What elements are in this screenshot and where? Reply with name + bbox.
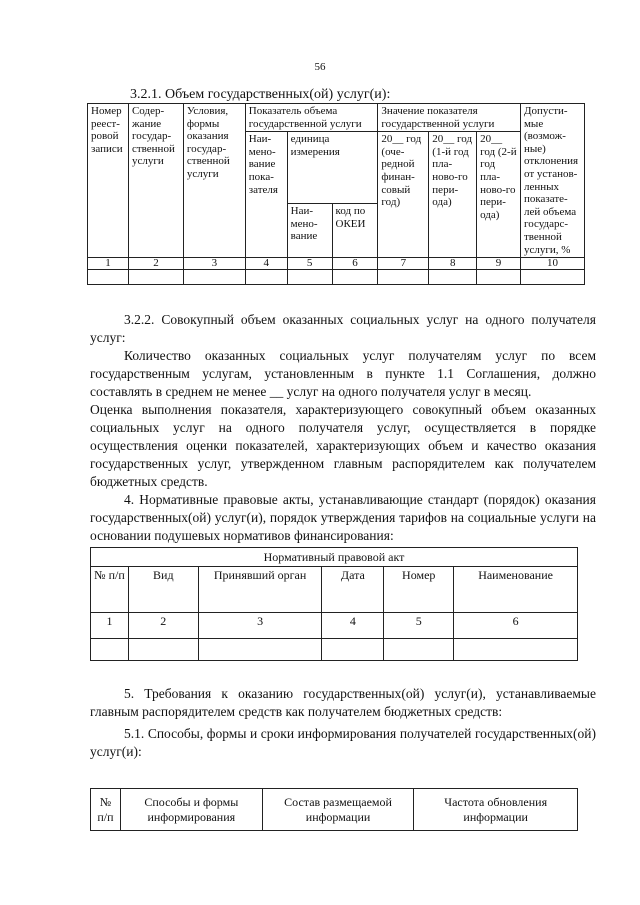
table-row (88, 270, 585, 285)
section-3-2-2 (90, 311, 596, 545)
column-number: 5 (384, 613, 454, 639)
informing-table (90, 788, 578, 831)
header-allowed-deviation: Допусти-мые (возмож-ные) отклонения от установ-ленных показате-лей объема государс-твенной услуги, % (520, 104, 584, 258)
header-number: № п/п (91, 567, 129, 613)
table-row (91, 639, 578, 661)
column-number: 1 (88, 258, 129, 270)
header-type: Вид (128, 567, 198, 613)
header-number: № п/п (91, 789, 121, 831)
header-act-number: Номер (384, 567, 454, 613)
section-5-1-text: 5.1. Способы, формы и сроки информирования получателей государственных(ой) услуг(и): (90, 726, 596, 759)
header-informing-methods: Способы и формы информирования (120, 789, 262, 831)
header-indicator-value: Значение показателя государственной услуги (378, 104, 521, 132)
column-number: 4 (322, 613, 384, 639)
header-indicator: Показатель объема государственной услуги (245, 104, 378, 132)
column-number: 2 (128, 258, 183, 270)
column-number: 8 (429, 258, 477, 270)
column-number: 3 (183, 258, 245, 270)
column-number: 6 (454, 613, 578, 639)
section-3-2-2-paragraph-2: Оценка выполнения показателя, характеризующего совокупный объем оказанных социальных услуг на одного получателя услуг, осуществляется в порядке осуществления оценки показателей, характеризующих объем и качество оказания государственных услуг, утвержденном главным распорядителем как получателем бюджетных средств. (90, 402, 596, 489)
column-number: 5 (287, 258, 332, 270)
header-indicator-name: Наи-мено-вание пока-зателя (245, 132, 287, 258)
section-3-2-2-paragraph-1: Количество оказанных социальных услуг получателям услуг по всем государственным услугам, установленным в пункте 1.1 Соглашения, должно составлять в среднем не менее __ услуг на одного получателя услуг в месяц. (90, 348, 596, 399)
header-content: Содер-жание государ-ственной услуги (128, 104, 183, 258)
column-number: 4 (245, 258, 287, 270)
section-5 (90, 685, 596, 761)
legal-act-title: Нормативный правовой акт (91, 548, 578, 567)
column-number: 10 (520, 258, 584, 270)
column-number: 1 (91, 613, 129, 639)
header-okei-code: код по ОКЕИ (332, 204, 378, 258)
section-3-2-2-heading: 3.2.2. Совокупный объем оказанных социальных услуг на одного получателя услуг: (90, 312, 596, 345)
section-4-text: 4. Нормативные правовые акты, устанавливающие стандарт (порядок) оказания государственных(ой) услуг(и), порядок утверждения тарифов на социальные услуги на основании подушевых нормативов финансирования: (90, 492, 596, 543)
header-title: Наименование (454, 567, 578, 613)
header-year-3: 20__ год (2-й год пла-ново-го пери-ода) (477, 132, 521, 258)
header-update-frequency: Частота обновления информации (414, 789, 578, 831)
header-adopting-body: Принявший орган (198, 567, 322, 613)
section-3-2-1-heading: 3.2.1. Объем государственных(ой) услуг(и): (130, 87, 391, 102)
legal-acts-table (90, 547, 578, 661)
header-conditions: Условия, формы оказания государ-ственной услуги (183, 104, 245, 258)
header-year-1: 20__ год (оче-редной финан-совый год) (378, 132, 429, 258)
section-5-text: 5. Требования к оказанию государственных(ой) услуг(и), устанавливаемые главным распорядителем средств как получателем бюджетных средств: (90, 686, 596, 719)
header-date: Дата (322, 567, 384, 613)
column-number: 9 (477, 258, 521, 270)
header-registry-number: Номер реест-ровой записи (88, 104, 129, 258)
column-number: 6 (332, 258, 378, 270)
header-posted-information: Состав размещаемой информации (262, 789, 414, 831)
header-unit: единица измерения (287, 132, 378, 204)
volume-table (87, 103, 585, 285)
page-number: 56 (314, 61, 326, 73)
column-number: 3 (198, 613, 322, 639)
header-unit-name: Наи-мено-вание (287, 204, 332, 258)
column-number: 2 (128, 613, 198, 639)
column-number: 7 (378, 258, 429, 270)
header-year-2: 20__ год (1-й год пла-ново-го пери-ода) (429, 132, 477, 258)
